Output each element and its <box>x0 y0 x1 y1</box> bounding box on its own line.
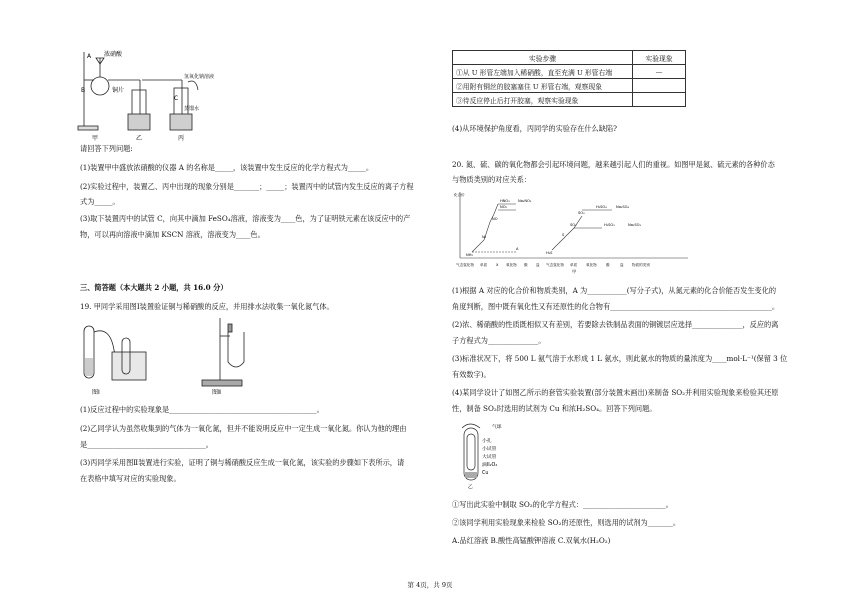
q19-2a: (2)乙同学认为虽然收集到的气体为一氧化氮，但并不能说明反应中一定生成一氧化氮。你认为他的理由 <box>80 424 407 433</box>
x-tick: 盐 <box>536 263 540 267</box>
x-tick: 氧化物 <box>586 263 597 267</box>
q18-2b: 式为_____。 <box>80 197 120 206</box>
table-header-row <box>453 51 686 65</box>
x-tick: 盐 <box>620 263 624 267</box>
q20-1a: (1)根据 A 对应的化合价和物质类别，A 为___________(写分子式)，从氮元素的化合价能否发生变化的 <box>452 286 777 295</box>
q18-3a: (3)取下装置丙中的试管 C，向其中滴加 FeSO₄溶液，溶液变为____色，为了证明铁元素在该反应中的产 <box>80 214 411 223</box>
x-tick: 单质 <box>570 263 578 267</box>
section-heading: 三、简答题（本大题共 2 小题，共 16.0 分） <box>80 283 228 292</box>
q20-3b: 有效数字)。 <box>452 370 491 379</box>
q20-1b: 角度判断，图中既有氧化性又有还原性的化合物有_____________________________________________。 <box>452 302 780 311</box>
table-header: 实验现象 <box>633 51 686 65</box>
label-yi: 乙 <box>468 485 473 490</box>
table-cell: — <box>633 65 686 79</box>
fig-label-c: C <box>174 95 179 102</box>
table-row <box>453 65 686 79</box>
x-tick: 气态氢化物 <box>546 263 564 267</box>
q19-4: (4)从环境保护角度看，丙同学的实验存在什么缺陷? <box>452 124 617 133</box>
label-large-tube: 大试管 <box>482 455 497 460</box>
table-cell: ②用附有铜丝的胶塞塞住 U 形管右端，观察现象 <box>453 79 633 93</box>
q18-1: (1)装置甲中盛放浓硝酸的仪器 A 的名称是_____，该装置中发生反应的化学方程式为_____。 <box>80 163 374 172</box>
q18-2a: (2)实验过程中，装置乙、丙中出现的现象分别是_______；_____；装置丙中的试管内发生反应的离子方程 <box>80 182 414 191</box>
experiment-table <box>452 50 686 107</box>
q20-4a: (4)某同学设计了如图乙所示的套管实验装置(部分装置未画出)来制备 SO₂并利用实验现象来检验其还原 <box>452 388 779 397</box>
q20-4-1: ①写出此实验中制取 SO₂的化学方程式：_______________________。 <box>452 500 673 509</box>
q20-stem-b: 与物质类别的对应关系： <box>452 175 532 184</box>
q19-stem: 19. 甲同学采用图Ⅰ装置验证铜与稀硝酸的反应，并用排水法收集一氧化氮气体。 <box>80 302 334 311</box>
table-row <box>453 79 686 93</box>
fig-label-distilled-water: 蒸馏水 <box>184 106 200 112</box>
label-small-tube: 小试管 <box>482 447 497 452</box>
point-n2: N₂ <box>482 235 487 239</box>
q18-3b: 物，可以再向溶液中滴加 KSCN 溶液，溶液变为____色。 <box>80 230 265 239</box>
table-header: 实验步骤 <box>453 51 633 65</box>
q19-3b: 在表格中填写对应的实验现象。 <box>80 474 181 483</box>
valence-class-chart <box>452 188 692 274</box>
apparatus-figure-1-2 <box>78 318 278 400</box>
point-a: A <box>516 247 519 251</box>
table-cell: ③待反应停止后打开胶塞，观察实验现象 <box>453 93 633 107</box>
q19-1: (1)反应过程中的实验现象是_________________________________________。 <box>80 405 324 414</box>
point-h2s: H₂S <box>546 251 553 255</box>
table-cell: ①从 U 形管左端加入稀硝酸，直至充满 U 形管右端 <box>453 65 633 79</box>
q20-2b: 子方程式为______________。 <box>452 336 546 345</box>
q19-3a: (3)丙同学采用图Ⅱ装置进行实验，证明了铜与稀硝酸反应生成一氧化氮，该实验的步骤如下表所示，请 <box>80 458 405 467</box>
q20-4b: 性，制备 SO₂时选用的试剂为 Cu 和浓H₂SO₄。回答下列问题。 <box>452 404 657 413</box>
fig-label-jia: 甲 <box>92 135 99 142</box>
label-cu: Cu <box>482 471 489 476</box>
fig-label-b: B <box>81 87 86 94</box>
point-s: S <box>562 233 565 237</box>
label-balloon: 气球 <box>492 425 502 430</box>
nested-tube-figure <box>452 420 532 492</box>
prompt-text: 请回答下列问题: <box>80 144 133 153</box>
point-so2: SO₂ <box>570 223 577 227</box>
q19-2b: 是_________________________________。 <box>80 440 213 449</box>
chart-ylabel: 化合价 <box>454 193 465 197</box>
x-tick: 酸 <box>524 263 528 267</box>
fig-label-yi: 乙 <box>136 135 143 142</box>
q20-4-2: ②该同学利用实验现象来检验 SO₂的还原性，则选用的试剂为_______。 <box>452 518 681 527</box>
q20-4-options: A.品红溶液 B.酸性高锰酸钾溶液 C.双氧水(H₂O₂) <box>452 536 611 545</box>
x-tick: 物质的类别 <box>632 263 650 267</box>
x-tick: 酸 <box>606 263 610 267</box>
table-row <box>453 93 686 107</box>
x-tick: 单质 <box>480 263 488 267</box>
fig-label-copper-sheet: 铜片 <box>112 87 125 94</box>
point-nh3: NH₃ <box>466 253 473 257</box>
point-na2so3: Na₂SO₃ <box>628 223 641 227</box>
page-footer: 第 4页，共 9页 <box>407 581 453 589</box>
q20-stem-a: 20. 氮、硫、碳的氧化物都会引起环境问题，越来越引起人们的重视。如图甲是氮、硫元素的各种价态 <box>452 160 775 169</box>
fig-label-a: A <box>87 53 92 60</box>
fig-label-concentrated-nitric-acid: 浓硝酸 <box>104 51 123 58</box>
fig1-label: 图Ⅰ <box>92 389 100 396</box>
point-hno3: HNO₃ <box>500 199 510 203</box>
point-no: NO <box>492 217 498 221</box>
chart-title: 甲 <box>572 269 577 274</box>
x-tick: 氧化物 <box>506 263 517 267</box>
point-h2so3: H₂SO₃ <box>604 223 615 227</box>
table-cell <box>633 93 686 107</box>
label-small-hole: 小孔 <box>482 439 492 444</box>
table-cell <box>633 79 686 93</box>
point-na2so4: Na₂SO₄ <box>616 205 629 209</box>
point-nano3: Na₂NO₃ <box>518 199 532 203</box>
fig-label-bing: 丙 <box>178 135 185 142</box>
x-tick: X <box>496 263 499 267</box>
fig2-label: 图Ⅱ <box>212 389 221 396</box>
point-so3: SO₃ <box>578 211 585 215</box>
point-no2: NO₂ <box>500 205 507 209</box>
q20-2a: (2)浓、稀硝酸的性质既相似又有差别，若要除去铁制品表面的铜镀层应选择______________，反应的离 <box>452 320 779 329</box>
point-h2so4: H₂SO₄ <box>596 205 607 209</box>
apparatus-figure-jia-yi-bing <box>78 48 215 144</box>
label-h2o2: 滴II₂O₂ <box>482 463 498 468</box>
q20-3a: (3)标准状况下，将 500 L 氨气溶于水形成 1 L 氨水，则此氨水的物质的量浓度为____mol·L⁻¹(保留 3 位 <box>452 354 788 363</box>
x-tick: 气态氢化物 <box>456 263 474 267</box>
fig-label-naoh: 氢氧化钠溶液 <box>184 74 215 80</box>
